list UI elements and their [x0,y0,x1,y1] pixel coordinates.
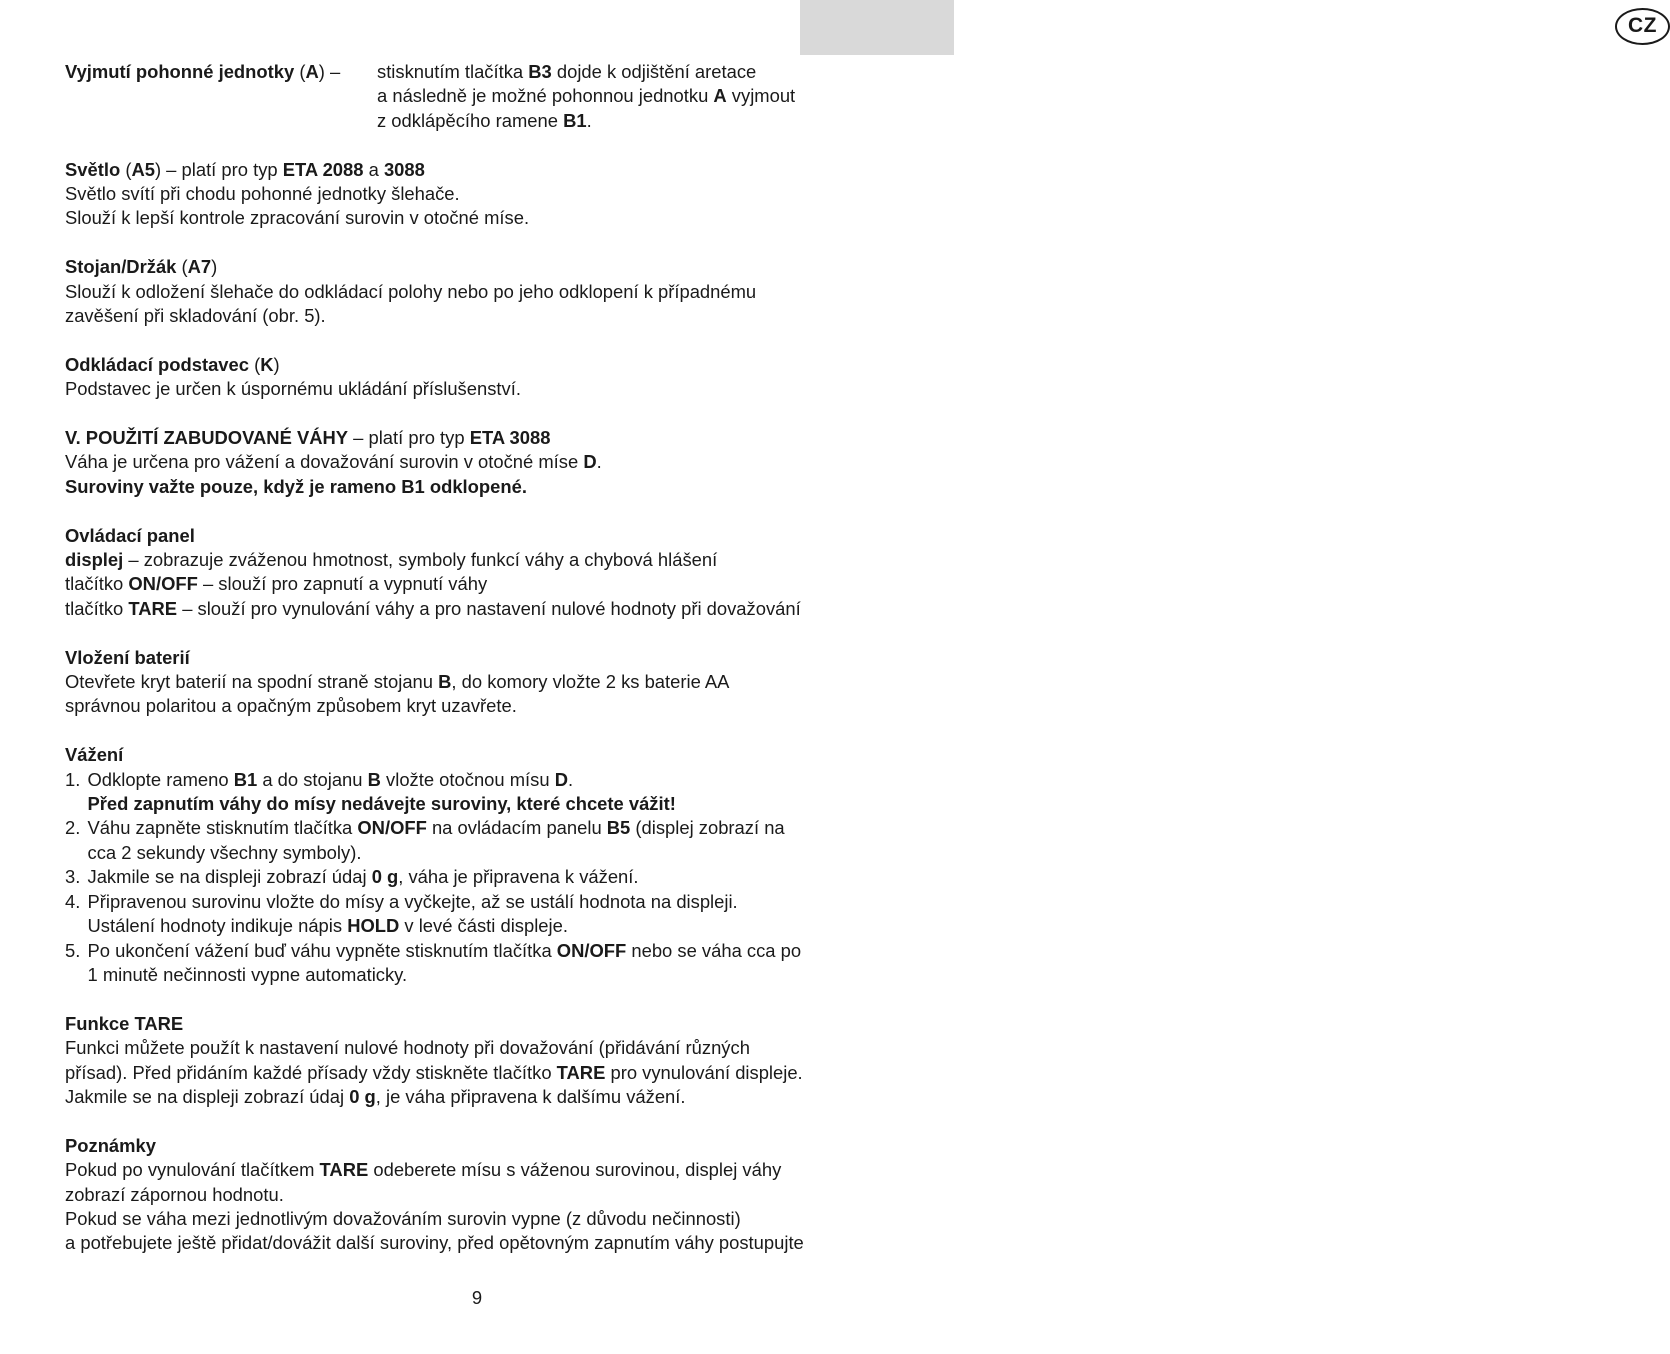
step-number: 5. [65,939,81,961]
step-number: 2. [65,817,81,839]
stand-text-2: zavěšení při skladování (obr. 5). [65,305,326,327]
section-tare [65,1012,895,1110]
notes-text-1: Pokud po vynulování tlačítkem TARE odeberete mísu s váženou surovinou, displej váhy [65,1159,782,1181]
unit-removal-label: Vyjmutí pohonné jednotky (A) – [65,61,341,82]
control-panel-heading: Ovládací panel [65,524,195,546]
weighing-warning: Před zapnutím váhy do mísy nedávejte suroviny, které chcete vážit! [87,793,676,815]
weighing-step-3: 3. Jakmile se na displeji zobrazí údaj 0 g, váha je připravena k vážení. [65,865,895,889]
weighing-step-2: 2. Váhu zapněte stisknutím tlačítka ON/OFF na ovládacím panelu B5 (displej zobrazí na cca 2 sekundy všechny symboly). [65,817,785,863]
language-badge: CZ [1615,8,1670,45]
section-stand [65,255,895,328]
weighing-step-4: 4. Připravenou surovinu vložte do mísy a vyčkejte, až se ustálí hodnota na displeji. Ustálení hodnoty indikuje nápis HOLD v levé části displeje. [65,890,738,937]
control-panel-tare: tlačítko TARE – slouží pro vynulování váhy a pro nastavení nulové hodnoty při dovažování [65,597,801,619]
unit-removal-row-2 [65,84,895,108]
section-notes [65,1134,895,1256]
section-weighing [65,743,895,987]
weighing-step-1: 1. Odklopte rameno B1 a do stojanu B vložte otočnou mísu D. Před zapnutím váhy do mísy nedávejte suroviny, které chcete vážit! [65,768,895,817]
batteries-heading: Vložení baterií [65,646,190,668]
notes-text-3: Pokud se váha mezi jednotlivým dovažováním surovin vypne (z důvodu nečinnosti) [65,1207,741,1229]
section-batteries [65,646,895,719]
notes-text-4: a potřebujete ještě přidat/dovážit další suroviny, před opětovným zapnutím váhy postupujte [65,1232,804,1254]
weighing-step-5: 5. Po ukončení vážení buď váhu vypněte stisknutím tlačítka ON/OFF nebo se váha cca po 1 minutě nečinnosti vypne automaticky. [65,939,802,985]
scale-heading: V. POUŽITÍ ZABUDOVANÉ VÁHY – platí pro typ ETA 3088 [65,427,551,449]
control-panel-onoff: tlačítko ON/OFF – slouží pro zapnutí a vypnutí váhy [65,573,488,595]
unit-removal-text-1: stisknutím tlačítka B3 dojde k odjištění aretace [377,61,757,82]
step-number: 3. [65,866,81,888]
tare-text-2: přísad). Před přidáním každé přísady vždy stiskněte tlačítko TARE pro vynulování displeje. [65,1061,803,1083]
page-number: 9 [471,1287,483,1308]
unit-removal-row-1 [65,60,895,84]
batteries-text-2: správnou polaritou a opačným způsobem kryt uzavřete. [65,695,517,717]
section-light [65,158,895,231]
notes-text-2: zobrazí zápornou hodnotu. [65,1183,284,1205]
step-number: 1. [65,768,81,790]
page-content [65,60,895,1256]
unit-removal-text-3: z odklápěcího ramene B1. [377,109,592,131]
section-scale [65,426,895,499]
stand-text-1: Slouží k odložení šlehače do odkládací polohy nebo po jeho odklopení k případnému [65,280,757,302]
section-storage-base [65,353,895,402]
tare-heading: Funkce TARE [65,1012,184,1034]
weighing-heading: Vážení [65,744,124,766]
scale-text-1: Váha je určena pro vážení a dovažování surovin v otočné míse D. [65,451,602,473]
batteries-text-1: Otevřete kryt baterií na spodní straně stojanu B, do komory vložte 2 ks baterie AA [65,671,730,693]
weighing-steps [65,768,895,988]
storage-base-text: Podstavec je určen k úspornému ukládání příslušenství. [65,378,521,400]
scale-warning: Suroviny važte pouze, když je rameno B1 odklopené. [65,475,527,497]
control-panel-display: displej – zobrazuje zváženou hmotnost, symboly funkcí váhy a chybová hlášení [65,549,718,571]
light-text-2: Slouží k lepší kontrole zpracování surovin v otočné míse. [65,207,530,229]
notes-heading: Poznámky [65,1134,156,1156]
unit-removal-row-3 [65,109,895,133]
tare-text-3: Jakmile se na displeji zobrazí údaj 0 g, je váha připravena k dalšímu vážení. [65,1085,686,1107]
stand-heading: Stojan/Držák (A7) [65,256,218,278]
section-control-panel [65,524,895,622]
language-tab [800,0,1657,55]
light-heading: Světlo (A5) – platí pro typ ETA 2088 a 3088 [65,158,425,180]
light-text-1: Světlo svítí při chodu pohonné jednotky šlehače. [65,183,460,205]
section-unit-removal [65,60,895,133]
storage-base-heading: Odkládací podstavec (K) [65,353,280,375]
unit-removal-text-2: a následně je možné pohonnou jednotku A vyjmout [377,85,796,107]
step-number: 4. [65,890,81,912]
tare-text-1: Funkci můžete použít k nastavení nulové hodnoty při dovažování (přidávání různých [65,1037,750,1059]
